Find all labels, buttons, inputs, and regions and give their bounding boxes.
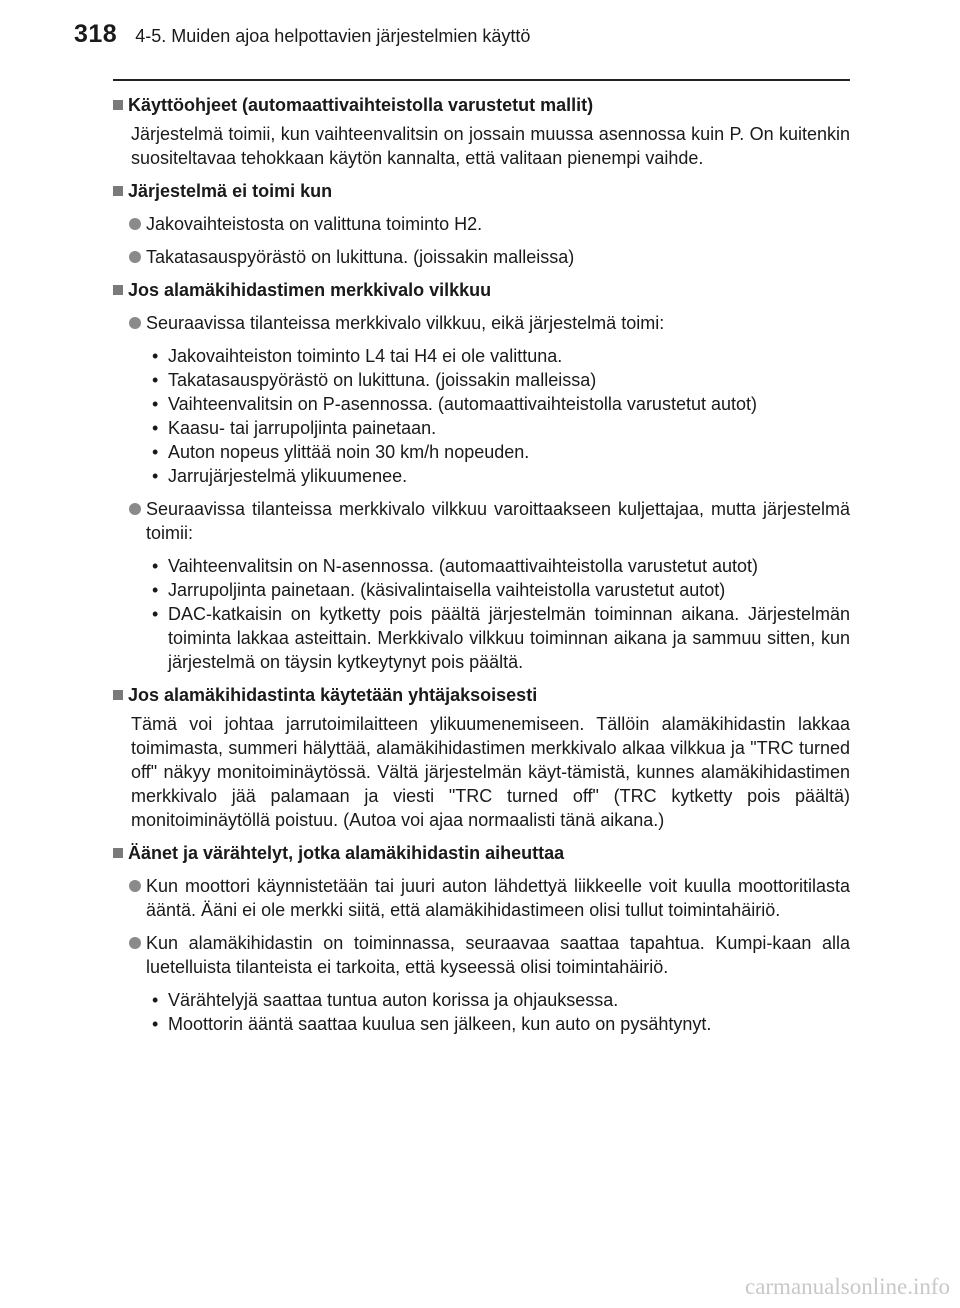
page-number: 318 xyxy=(74,20,118,48)
list-item xyxy=(129,497,850,545)
sub-bullet-item xyxy=(146,392,850,416)
sub-bullet-item xyxy=(146,602,850,674)
sub-bullet-item xyxy=(146,440,850,464)
sub-bullet-item xyxy=(146,464,850,488)
sub-bullet-text: Kaasu- tai jarrupoljinta painetaan. xyxy=(168,418,437,438)
sub-bullet-text: Jakovaihteiston toiminto L4 tai H4 ei ole valittuna. xyxy=(168,346,563,366)
circle-bullet-icon xyxy=(129,317,141,329)
sub-bullet-list xyxy=(146,344,850,488)
list-item xyxy=(129,212,850,236)
circle-bullet-icon xyxy=(129,503,141,515)
square-bullet-icon xyxy=(113,285,123,295)
sub-bullet-text: Vaihteenvalitsin on N-asennossa. (automaattivaihteistolla varustetut autot) xyxy=(168,556,758,576)
list-item-text: Kun alamäkihidastin on toiminnassa, seuraavaa saattaa tapahtua. Kumpi-kaan alla luetelluista tilanteista ei tarkoita, että kyseessä olisi toimintahäiriö. xyxy=(146,933,850,977)
section-heading xyxy=(113,93,850,117)
sub-bullet-text: DAC-katkaisin on kytketty pois päältä järjestelmän toiminnan aikana. Järjestelmän toiminta lakkaa asteittain. Merkkivalo vilkkuu toiminnan aikana ja sammuu sitten, kun järjestelmä on täysin kytkeytynyt pois päältä. xyxy=(168,604,850,672)
sub-bullet-text: Auton nopeus ylittää noin 30 km/h nopeuden. xyxy=(168,442,530,462)
sub-bullet-item xyxy=(146,344,850,368)
sub-bullet-item xyxy=(146,988,850,1012)
page-content xyxy=(113,93,850,1045)
section-indicator-flashing xyxy=(113,278,850,674)
section-system-not-operating xyxy=(113,179,850,269)
section-usage-instructions xyxy=(113,93,850,170)
sub-bullet-list xyxy=(146,554,850,674)
page-header xyxy=(74,20,530,60)
circle-bullet-icon xyxy=(129,937,141,949)
section-heading-text: Käyttöohjeet (automaattivaihteistolla varustetut mallit) xyxy=(128,95,594,115)
list-item-text: Jakovaihteistosta on valittuna toiminto H2. xyxy=(146,214,483,234)
section-heading-text: Äänet ja värähtelyt, jotka alamäkihidastin aiheuttaa xyxy=(128,843,565,863)
list-item-text: Seuraavissa tilanteissa merkkivalo vilkkuu, eikä järjestelmä toimi: xyxy=(146,313,665,333)
square-bullet-icon xyxy=(113,186,123,196)
section-paragraph: Järjestelmä toimii, kun vaihteenvalitsin on jossain muussa asennossa kuin P. On kuitenkin suositeltavaa tehokkaan käytön kannalta, että valitaan pienempi vaihde. xyxy=(131,124,850,168)
bullet-dot-icon: • xyxy=(152,466,159,486)
watermark: carmanualsonline.info xyxy=(744,1274,950,1299)
section-continuous-use xyxy=(113,683,850,832)
bullet-dot-icon: • xyxy=(152,556,159,576)
bullet-dot-icon: • xyxy=(152,418,159,438)
bullet-dot-icon: • xyxy=(152,1014,159,1034)
sub-bullet-text: Värähtelyjä saattaa tuntua auton korissa ja ohjauksessa. xyxy=(168,990,619,1010)
bullet-dot-icon: • xyxy=(152,346,159,366)
circle-bullet-icon xyxy=(129,880,141,892)
bullet-dot-icon: • xyxy=(152,442,159,462)
bullet-dot-icon: • xyxy=(152,394,159,414)
sub-bullet-list xyxy=(146,988,850,1036)
square-bullet-icon xyxy=(113,848,123,858)
section-sounds-vibrations xyxy=(113,841,850,1036)
list-item xyxy=(129,245,850,269)
bullet-dot-icon: • xyxy=(152,604,159,624)
list-item xyxy=(129,311,850,335)
sub-bullet-item xyxy=(146,368,850,392)
sub-bullet-item xyxy=(146,416,850,440)
sub-bullet-text: Jarrupoljinta painetaan. (käsivalintaisella vaihteistolla varustetut autot) xyxy=(168,580,726,600)
sub-bullet-item xyxy=(146,578,850,602)
sub-bullet-item xyxy=(146,1012,850,1036)
sub-bullet-item xyxy=(146,554,850,578)
section-heading-text: Järjestelmä ei toimi kun xyxy=(128,181,333,201)
section-paragraph: Tämä voi johtaa jarrutoimilaitteen ylikuumenemiseen. Tällöin alamäkihidastin lakkaa toimimasta, summeri hälyttää, alamäkihidastimen merkkivalo alkaa vilkkua ja "TRC turned off" näkyy monitoiminäytössä. Vältä järjestelmän käyt-tämistä, kunnes alamäkihidastimen merkkivalo jää palamaan ja viesti "TRC turned off" (TRC kytketty pois päältä) monitoiminäytöllä poistuu. (Autoa voi ajaa normaalisti tänä aikana.) xyxy=(131,714,850,830)
bullet-dot-icon: • xyxy=(152,370,159,390)
circle-bullet-icon xyxy=(129,218,141,230)
circle-bullet-icon xyxy=(129,251,141,263)
section-heading xyxy=(113,683,850,707)
list-item xyxy=(129,931,850,979)
section-heading-text: Jos alamäkihidastinta käytetään yhtäjaksoisesti xyxy=(128,685,538,705)
bullet-dot-icon: • xyxy=(152,990,159,1010)
header-divider xyxy=(113,79,850,81)
list-item xyxy=(129,874,850,922)
sub-bullet-text: Takatasauspyörästö on lukittuna. (joissakin malleissa) xyxy=(168,370,597,390)
section-heading xyxy=(113,179,850,203)
square-bullet-icon xyxy=(113,690,123,700)
square-bullet-icon xyxy=(113,100,123,110)
chapter-title: 4-5. Muiden ajoa helpottavien järjestelmien käyttö xyxy=(135,26,531,46)
bullet-dot-icon: • xyxy=(152,580,159,600)
section-heading-text: Jos alamäkihidastimen merkkivalo vilkkuu xyxy=(128,280,492,300)
sub-bullet-text: Moottorin ääntä saattaa kuulua sen jälkeen, kun auto on pysähtynyt. xyxy=(168,1014,712,1034)
list-item-text: Seuraavissa tilanteissa merkkivalo vilkkuu varoittaakseen kuljettajaa, mutta järjestelmä toimii: xyxy=(146,499,850,543)
section-heading xyxy=(113,841,850,865)
list-item-text: Takatasauspyörästö on lukittuna. (joissakin malleissa) xyxy=(146,247,575,267)
section-heading xyxy=(113,278,850,302)
sub-bullet-text: Vaihteenvalitsin on P-asennossa. (automaattivaihteistolla varustetut autot) xyxy=(168,394,757,414)
sub-bullet-text: Jarrujärjestelmä ylikuumenee. xyxy=(168,466,408,486)
list-item-text: Kun moottori käynnistetään tai juuri auton lähdettyä liikkeelle voit kuulla moottoritilasta ääntä. Ääni ei ole merkki siitä, että alamäkihidastimeen olisi tullut toimintahäiriö. xyxy=(146,876,850,920)
